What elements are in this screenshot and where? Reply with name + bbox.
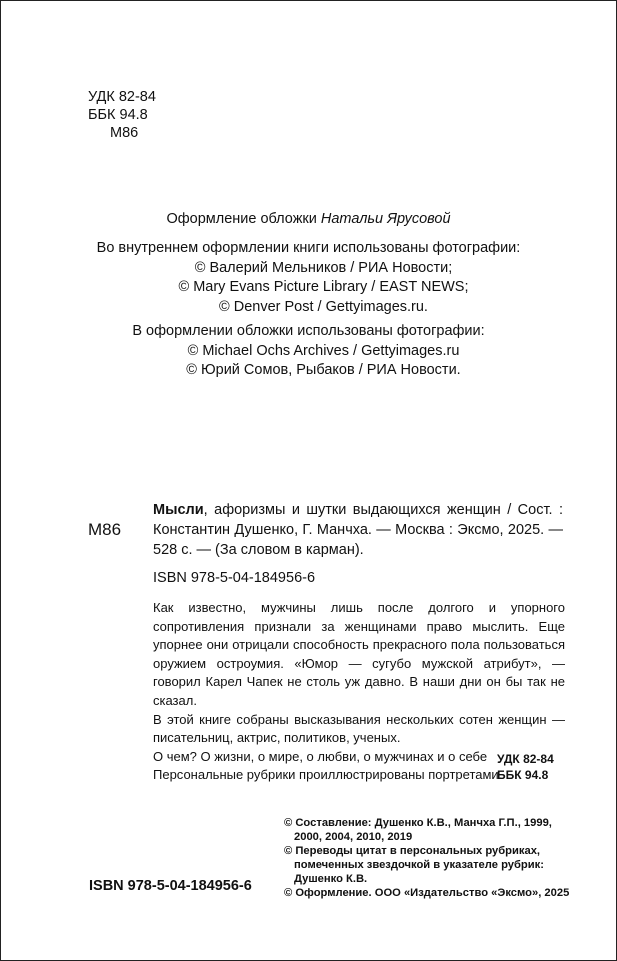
photo-credit: © Валерий Мельников / РИА Новости; <box>194 259 453 276</box>
udk-code: УДК 82-84 <box>88 89 156 105</box>
inner-photos-block <box>1 239 616 317</box>
classification-codes-bottom <box>497 751 554 783</box>
copyright-line: 2000, 2004, 2010, 2019 <box>294 831 413 843</box>
bbk-code: ББК 94.8 <box>88 107 148 123</box>
inner-photos-heading: Во внутреннем оформлении книги использованы фотографии: <box>96 240 521 256</box>
udk-code: УДК 82-84 <box>497 752 554 766</box>
annotation-paragraph: Персональные рубрики проиллюстрированы портретами. <box>153 767 503 783</box>
cover-design-credit: Оформление обложки Натальи Ярусовой <box>166 211 451 227</box>
copyright-line: помеченных звездочкой в указателе рубрик: <box>294 859 544 871</box>
cover-photos-heading: В оформлении обложки использованы фотографии: <box>132 323 485 339</box>
copyright-line: Душенко К.В. <box>294 873 368 885</box>
bibliographic-description: Мысли, афоризмы и шутки выдающихся женщин / Сост. : Константин Душенко, Г. Манчха. — Москва : Эксмо, 2025. — 528 с. — (За словом в карман). <box>153 502 563 558</box>
cover-photos-block <box>1 322 616 381</box>
copyright-line: © Составление: Душенко К.В., Манчха Г.П., 1999, <box>284 817 552 829</box>
author-sign: М86 <box>110 125 139 141</box>
classification-codes <box>88 88 156 142</box>
isbn: ISBN 978-5-04-184956-6 <box>153 570 316 586</box>
copyright-notices <box>284 816 569 900</box>
copyright-line: © Переводы цитат в персональных рубриках, <box>284 845 541 857</box>
isbn-bold: ISBN 978-5-04-184956-6 <box>89 878 252 894</box>
copyright-line: © Оформление. ООО «Издательство «Эксмо», 2025 <box>284 887 570 899</box>
book-title: Мысли <box>153 502 204 518</box>
cover-designer-name: Натальи Ярусовой <box>320 211 451 227</box>
bbk-code: ББК 94.8 <box>497 768 549 782</box>
photo-credit: © Denver Post / Gettyimages.ru. <box>219 298 428 315</box>
photo-credit: © Michael Ochs Archives / Gettyimages.ru <box>187 342 460 359</box>
photo-credit: © Mary Evans Picture Library / EAST NEWS; <box>178 279 469 295</box>
annotation-paragraph: В этой книге собраны высказывания нескольких сотен женщин — писательниц, актрис, политиков, ученых. <box>153 711 565 746</box>
photo-credit: © Юрий Сомов, Рыбаков / РИА Новости. <box>186 362 461 378</box>
annotation-paragraph: О чем? О жизни, о мире, о любви, о мужчинах и о себе <box>153 748 488 764</box>
annotation-paragraph: Как известно, мужчины лишь после долгого и упорного сопротивления признали за женщинами право мыслить. Еще упорнее они отрицали способность прекрасного пола пользоваться оружием остроумия. «Юмор — сугубо мужской атрибут», — говорил Карел Чапек не столь уж давно. В наши дни он бы так не сказал. <box>153 600 565 708</box>
bibliographic-sign: М86 <box>88 520 122 539</box>
